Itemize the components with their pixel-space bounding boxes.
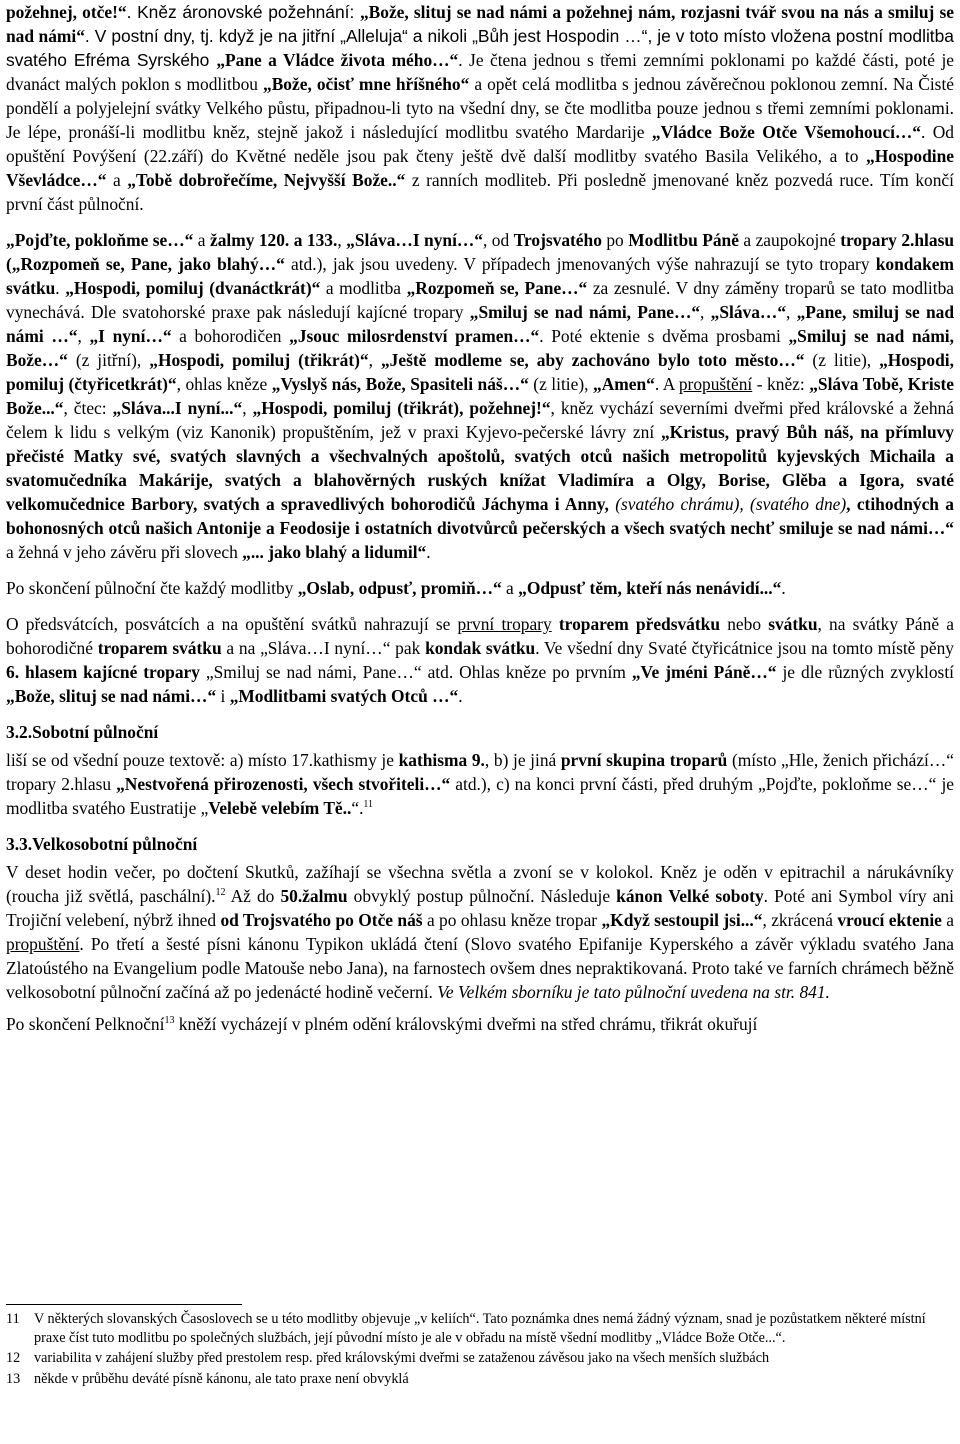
bold-phrase: „Rozpomeň se, Pane…“ [406, 278, 588, 298]
text-run: , zkrácená [762, 910, 838, 930]
text-run: , na svátky Páně a bohorodičné [6, 614, 954, 658]
bold-phrase: „Když sestoupil jsi...“ [601, 910, 763, 930]
text-run: i [216, 686, 230, 706]
link-propusteni[interactable]: propuštění [678, 374, 753, 394]
text-run: obvyklý postup půlnoční. Následuje [347, 886, 617, 906]
text-run: O předsvátcích, posvátcích a na opuštění svátků nahrazují se [6, 614, 458, 634]
text-run: a [193, 230, 210, 250]
bold-phrase: , ctihodných a bohonosných otců našich Antonije a Feodosije i ostatních divotvůrců pečerských a všech svatých nechť smiluje se nad námi…“ [6, 494, 954, 538]
italic-phrase: Ve Velkém sborníku je tato půlnoční uvedena na str. 841. [437, 982, 830, 1002]
text-run: , [700, 302, 711, 322]
text-run: . [426, 542, 431, 562]
bold-phrase: „Vyslyš nás, Bože, Spasiteli náš…“ [271, 374, 529, 394]
text-run: a zaupokojné [738, 230, 841, 250]
bold-phrase: „Bože, slituj se nad námi a požehnej nám, rozjasni tvář svou na nás a smiluj se nad námi“ [6, 2, 954, 46]
bold-phrase: „Hospodine Vševládce…“ [6, 146, 954, 190]
text-run: . Kněz áronovské požehnání: [126, 2, 360, 22]
footnote-11 [6, 1310, 954, 1347]
bold-phrase: „Pane, smiluj se nad námi …“ [6, 302, 954, 346]
paragraph-saturday [6, 748, 954, 820]
bold-phrase: „I nyní…“ [89, 326, 172, 346]
text-run: Po skončení Pelknoční [6, 1014, 165, 1034]
document-page [6, 0, 954, 1036]
text-run: a modlitba [320, 278, 407, 298]
bold-phrase: „Odpusť těm, kteří nás nenávidí...“ [518, 578, 782, 598]
text-run: . [458, 686, 463, 706]
bold-phrase: „Bože, očisť mne hříšného“ [263, 74, 470, 94]
bold-phrase: „Hospodi, pomiluj (třikrát)“ [149, 350, 369, 370]
footnote-13 [6, 1370, 954, 1389]
text-run: . Po třetí a šesté písni kánonu Typikon ukládá čtení (Slovo svatého Epifanije Kyperského a závěr výkladu svatého Jana Zlatoústého na Evangelium podle Matouše nebo Jana), na farnostech ovšem dnes nepraktikovaná. Proto také ve farních chrámech běžně velkosobotní půlnoční začíná až po jedenácté hodině večerní. [6, 934, 954, 1002]
bold-phrase: „Modlitbami svatých Otců …“ [229, 686, 459, 706]
footnote-text: někde v průběhu deváté písně kánonu, ale tato praxe není obvyklá [34, 1370, 409, 1387]
text-run: , b) je jiná [484, 750, 561, 770]
bold-phrase: „Hospodi, pomiluj (třikrát), požehnej!“ [252, 398, 551, 418]
text-run: a bohorodičen [171, 326, 290, 346]
text-run: “. [351, 798, 364, 818]
paragraph-ending [6, 1012, 954, 1036]
text-run: nebo [720, 614, 769, 634]
footnote-ref-11[interactable]: 11 [363, 799, 374, 811]
bold-phrase: „Pane a Vládce života mého…“ [216, 50, 459, 70]
footnote-number: 12 [6, 1350, 21, 1366]
bold-phrase: „Tobě dobrořečíme, Nejvyšší Bože..“ [127, 170, 406, 190]
footnote-12 [6, 1349, 954, 1368]
bold-phrase: „Rozpomeň se, Pane, jako blahý…“ [11, 254, 285, 274]
bold-phrase: troparem svátku [97, 638, 222, 658]
bold-phrase: „Kristus, pravý Bůh náš, na přímluvy přečisté Matky své, svatých slavných a všechvalných apoštolů, svatých otců našich metropolitů kyjevských Michaila a svatomučedníka Makárije, svatých a blahověrných ruských knížat Vladimíra a Olgy, Borise, Glěba a Igora, svaté velkomučednice Barbory, svatých a spravedlivých bohorodičů Jáchyma i Anny, [6, 422, 955, 514]
text-run: Až do [225, 886, 281, 906]
paragraph-holy-saturday [6, 860, 954, 1004]
bold-phrase: „Ještě modleme se, aby zachováno bylo toto město…“ [380, 350, 805, 370]
footnote-number: 13 [6, 1370, 21, 1387]
text-run: . V postní dny, tj. když je na jitřní „Alleluja“ a nikoli „Bůh jest Hospodin …“, je v toto místo vložena postní modlitba svatého Efréma Syrského [6, 26, 954, 70]
text-run: a [501, 578, 519, 598]
text-run: atd.), jak jsou uvedeny. V případech jmenovaných výše nahrazují se tyto tropary [284, 254, 876, 274]
paragraph-blessing [6, 0, 954, 216]
text-run: , od [483, 230, 514, 250]
bold-phrase: Modlitbu Páně [628, 230, 739, 250]
bold-phrase: kondak svátku [425, 638, 536, 658]
footnote-ref-12[interactable]: 12 [215, 887, 226, 899]
bold-phrase: vroucí ektenie [837, 910, 942, 930]
bold-phrase: „Sláva…I nyní…“ [346, 230, 483, 250]
text-run: . Poté ektenie s dvěma prosbami [539, 326, 789, 346]
footnote-number: 11 [6, 1311, 20, 1327]
text-run: kněží vycházejí v plném odění královskými dveřmi na střed chrámu, třikrát okuřují [174, 1014, 758, 1034]
text-run: , [786, 302, 797, 322]
text-run: Po skončení půlnoční čte každý modlitby [6, 578, 298, 598]
bold-phrase: kánon Velké soboty [616, 886, 764, 906]
link-prvni-tropary[interactable]: první tropary [457, 614, 552, 634]
text-run: a po ohlasu kněze tropar [422, 910, 602, 930]
bold-phrase: „Nestvořená přirozenosti, všech stvořiteli…“ [116, 774, 451, 794]
text-run: za zesnulé. V dny záměny troparů se tato modlitba vynechává. Dle svatohorské praxe pak následují kajícné tropary [6, 278, 954, 322]
bold-phrase: požehnej, otče!“ [6, 2, 127, 22]
text-run: V deset hodin večer, po dočtení Skutků, zažíhají se všechna světla a zvoní se v kolokol. Kněz je oděn v epitrachil a nárukávníky (roucha již světlá, paschální). [6, 862, 954, 906]
bold-phrase: Trojsvatého [513, 230, 602, 250]
text-run: . Je čtena jednou s třemi zemními poklonami po každé části, poté je dvanáct malých poklon s modlitbou [6, 50, 954, 94]
text-run: . A [654, 374, 679, 394]
bold-phrase: „Bože, slituj se nad námi…“ [6, 686, 217, 706]
text-run: , [337, 230, 347, 250]
bold-phrase: „Sláva...I nyní...“ [112, 398, 243, 418]
footnote-divider [6, 1304, 242, 1305]
bold-phrase: od Trojsvatého po Otče náš [220, 910, 423, 930]
bold-phrase: „Pojďte, pokloňme se…“ [6, 230, 194, 250]
text-run: , čtec: [63, 398, 113, 418]
bold-phrase: svátku [768, 614, 818, 634]
text-run: (místo „Hle, ženich přichází…“ tropary 2.hlasu [6, 750, 954, 794]
bold-phrase: „Oslab, odpusť, promiň…“ [297, 578, 502, 598]
bold-phrase: „Smiluj se nad námi, Bože…“ [6, 326, 954, 370]
bold-phrase: „Amen“ [593, 374, 655, 394]
text-run [552, 614, 559, 634]
bold-phrase: „Hospodi, pomiluj (dvanáctkrát)“ [65, 278, 321, 298]
text-run: liší se od všední pouze textově: a) místo 17.kathismy je [6, 750, 399, 770]
paragraph-second-part [6, 228, 954, 564]
footnote-ref-13[interactable]: 13 [164, 1015, 175, 1027]
bold-phrase: tropary 2.hlasu ( [6, 230, 955, 274]
paragraph-after-midnight [6, 576, 954, 600]
bold-phrase: „Hospodi, pomiluj (čtyřicetkrát)“ [6, 350, 954, 394]
section-heading-3-3: 3.3.Velkosobotní půlnoční [6, 834, 198, 854]
text-run: „Smiluj se nad námi, Pane…“ atd. Ohlas kněze po prvním [199, 662, 632, 682]
text-run: . Od opuštění Povýšení (22.září) do Květné neděle jsou pak čteny ještě dvě další modlitby svatého Basila Velikého, a to [6, 122, 954, 166]
text-run: a [941, 910, 954, 930]
text-run: , kněz vychází severními dveřmi před královské a žehná čelem k lidu s velkým (viz Kanonik) propuštěním, jež v praxi Kyjevo-pečerské lávry zní [6, 398, 954, 442]
text-run: je dle různých zvyklostí [776, 662, 954, 682]
bold-phrase: první skupina troparů [560, 750, 728, 770]
bold-phrase: kathisma 9. [398, 750, 485, 770]
section-heading-3-2: 3.2.Sobotní půlnoční [6, 722, 159, 742]
text-run: a opět celá modlitba s jednou závěrečnou poklonou zemní. Na Čisté pondělí a polyjelejní svátky Velkého půstu, připadnou-li tyto na všední dny, se čte modlitba pouze jednou s třemi zemními poklonami. Je lépe, pronáší-li modlitbu kněz, stejně jakož i následující modlitbu svatého Mardarije [6, 74, 954, 142]
link-propusteni-2[interactable]: propuštění [6, 934, 80, 954]
bold-phrase: Velebě velebím Tě.. [208, 798, 352, 818]
bold-phrase: „Ve jméni Páně…“ [631, 662, 777, 682]
bold-phrase: „Sláva…“ [710, 302, 787, 322]
bold-phrase: 6. hlasem kajícné tropary [6, 662, 200, 682]
text-run: (z litie), [804, 350, 880, 370]
bold-phrase: „Vládce Bože Otče Všemohoucí…“ [651, 122, 922, 142]
text-run: . Ve všední dny Svaté čtyřicátnice jsou na tomto místě pěny [535, 638, 954, 658]
italic-phrase: (svatého chrámu), (svatého dne) [615, 494, 847, 514]
text-run: (z jitřní), [67, 350, 150, 370]
text-run: . [55, 278, 66, 298]
footnote-text: V některých slovanských Časoslovech se u této modlitby objevuje „v keliích“. Tato poznámka dnes nemá žádný význam, snad je pozůstatkem některé místní praxe číst tuto modlitbu po společných službách, její původní místo je ale v obřadu na místě všední modlitby „Vládce Bože Otče...“. [34, 1311, 926, 1346]
bold-phrase: kondakem svátku [6, 254, 954, 298]
bold-phrase: „Sláva Tobě, Kriste Bože...“ [6, 374, 954, 418]
text-run: . Poté ani Symbol víry ani Trojiční velebení, nýbrž ihned [6, 886, 954, 930]
text-run: atd.), c) na konci první části, před druhým „Pojďte, pokloňme se…“ je modlitba svatého Eustratije „ [6, 774, 954, 818]
text-run: , ohlas kněze [176, 374, 272, 394]
text-run: po [601, 230, 629, 250]
text-run: (z litie), [528, 374, 593, 394]
paragraph-feasts [6, 612, 954, 708]
text-run: - kněz: [752, 374, 810, 394]
text-run: a [106, 170, 128, 190]
bold-phrase: 50.žalmu [280, 886, 348, 906]
footnotes [6, 1310, 954, 1390]
text-run: , [77, 326, 90, 346]
bold-phrase: žalmy 120. a 133. [209, 230, 338, 250]
text-run: a na „Sláva…I nyní…“ pak [221, 638, 426, 658]
bold-phrase: „Jsouc milosrdenství pramen…“ [289, 326, 540, 346]
text-run: z ranních modliteb. Při posledně jmenované kněz pozvedá ruce. Tím končí první část půlnoční. [6, 170, 954, 214]
bold-phrase: „Smiluj se nad námi, Pane…“ [469, 302, 701, 322]
bold-phrase: troparem předsvátku [558, 614, 721, 634]
text-run: a žehná v jeho závěru při slovech [6, 542, 243, 562]
text-run: , [242, 398, 253, 418]
text-run: , [368, 350, 381, 370]
bold-phrase: „... jako blahý a lidumil“ [242, 542, 427, 562]
footnote-text: variabilita v zahájení služby před prestolem resp. před královskými dveřmi se zataženou závěsou jako na všech menších službách [34, 1350, 770, 1366]
text-run: . [781, 578, 786, 598]
